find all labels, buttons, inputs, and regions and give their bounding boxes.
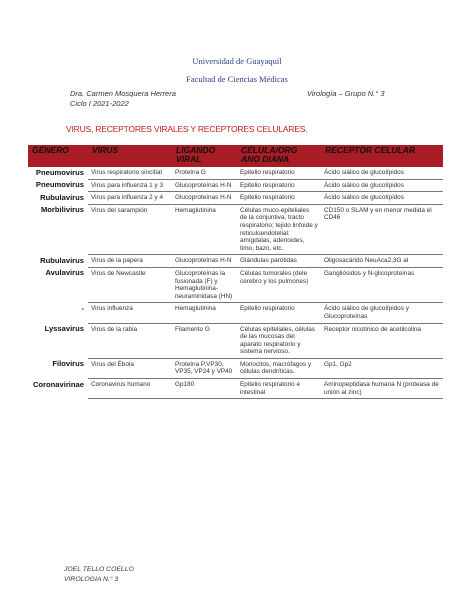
cell-genus: - bbox=[81, 303, 84, 313]
cell-receptor: Aminopeptidasa humana N (proteasa de unión al zinc) bbox=[321, 379, 443, 399]
header-virus: VIRUS bbox=[92, 145, 118, 155]
doctor-name: Dra. Carmen Mosquera Herrera bbox=[70, 89, 176, 98]
cell-virus: Virus de la papera bbox=[88, 255, 172, 268]
cell-target: Epitelio respiratorio bbox=[237, 192, 321, 205]
cell-ligand: Glucoproteínas H-N bbox=[172, 255, 237, 268]
cell-ligand: Glucoproteínas H-N bbox=[172, 179, 237, 192]
cell-genus: Rubulavirus bbox=[40, 192, 84, 202]
cell-receptor: Ácido siálico de glucolípidos bbox=[321, 192, 443, 205]
cell-ligand: Hemaglutinina bbox=[172, 204, 237, 255]
cell-ligand: Gp180 bbox=[172, 379, 237, 399]
cell-receptor: Receptor nicotínico de acetilcolina bbox=[321, 323, 443, 358]
cell-receptor: Ácido siálico de glucolípidos y Glucoproteínas bbox=[321, 303, 443, 323]
cell-genus: Coronavirinae bbox=[32, 379, 84, 389]
faculty-name: Facultad de Ciencias Médicas bbox=[186, 74, 288, 84]
cell-genus: Avulavirus bbox=[45, 268, 84, 278]
cell-target: Monocitos, macrófagos y células dendríticas. bbox=[237, 358, 321, 378]
header-genus: GÉNERO bbox=[32, 145, 69, 155]
header-ligand: LIGANDO VIRAL bbox=[176, 145, 216, 164]
cell-ligand: Glucoproteínas H-N bbox=[172, 192, 237, 205]
cell-receptor: Oligosacárido NeuAca2,3G al bbox=[321, 255, 443, 268]
cell-receptor: Gp1, Gp2 bbox=[321, 358, 443, 378]
cell-virus: Virus del Ébola bbox=[88, 358, 172, 378]
document-title: VIRUS, RECEPTORES VIRALES Y RECEPTORES CELULARES. bbox=[66, 124, 308, 134]
course-label: VIROLOGIA N.° 3 bbox=[64, 576, 119, 583]
table-header-row bbox=[28, 145, 443, 167]
cell-target: Epitelio respiratorio e intestinal bbox=[237, 379, 321, 399]
cell-virus: Virus de Newcastle bbox=[88, 267, 172, 302]
table-row bbox=[28, 323, 443, 358]
group-label: Virología – Grupo N.° 3 bbox=[307, 89, 385, 98]
cell-target: Células tumorales (dele cerebro y los pulmones) bbox=[237, 267, 321, 302]
header-target: CÉLULA/ORG ANO DIANA bbox=[241, 145, 298, 164]
cell-receptor: Gangliósidos y N-glicoproteínas bbox=[321, 267, 443, 302]
cell-genus: Pneumovirus bbox=[35, 180, 84, 190]
cell-virus: Virus de la rabia bbox=[88, 323, 172, 358]
cell-genus: Filovirus bbox=[52, 359, 84, 369]
table-row bbox=[28, 204, 443, 255]
cell-target: Células muco-epiteliales de la conjuntiva, tracto respiratorio; tejido linfoide y reticuloendotelial: amígdalas, adenoides, timo, bazo, etc. bbox=[237, 204, 321, 255]
table-row bbox=[28, 358, 443, 378]
cell-virus: Virus influenza bbox=[88, 303, 172, 323]
cell-receptor: Ácido siálico de glucolípidos bbox=[321, 167, 443, 179]
virus-receptor-table bbox=[28, 145, 443, 399]
table-row bbox=[28, 379, 443, 399]
table-row bbox=[28, 303, 443, 323]
cell-virus: Virus para influenza 1 y 3 bbox=[88, 179, 172, 192]
author-name: JOEL TELLO COELLO bbox=[64, 566, 134, 573]
cell-genus: Morbilivirus bbox=[40, 205, 84, 215]
cell-virus: Coronavirus humano bbox=[88, 379, 172, 399]
cycle-label: Ciclo I 2021-2022 bbox=[70, 99, 129, 108]
cell-ligand: Proteína P,VP30, VP35, VP24 y VP40 bbox=[172, 358, 237, 378]
cell-virus: Virus del sarampión bbox=[88, 204, 172, 255]
university-name: Universidad de Guayaquil bbox=[192, 56, 282, 66]
cell-genus: Pneumovirus bbox=[35, 168, 84, 177]
table-row bbox=[28, 267, 443, 302]
cell-genus: Rubulavirus bbox=[40, 255, 84, 265]
cell-virus: Virus para influenza 2 y 4 bbox=[88, 192, 172, 205]
cell-target: Epitelio respiratorio bbox=[237, 167, 321, 179]
cell-receptor: Ácido siálico de glucolípidos bbox=[321, 179, 443, 192]
cell-virus: Virus respiratorio sincitial bbox=[88, 167, 172, 179]
cell-target: Epitelio respiratorio bbox=[237, 179, 321, 192]
table-row bbox=[28, 192, 443, 205]
cell-ligand: Filamento G bbox=[172, 323, 237, 358]
cell-ligand: Glucoproteínas la fusionada (F) y Hemaglutinina-neuraminidasa (HN) bbox=[172, 267, 237, 302]
cell-target: Epitelio respiratorio bbox=[237, 303, 321, 323]
table-row bbox=[28, 255, 443, 268]
cell-target: Células epiteliales, células de las mucosas del aparato respiratorio y sistema nervioso. bbox=[237, 323, 321, 358]
cell-genus: Lyssavirus bbox=[44, 324, 84, 333]
table-row bbox=[28, 167, 443, 179]
cell-ligand: Hemaglutinina bbox=[172, 303, 237, 323]
header-receptor: RECEPTOR CELULAR bbox=[325, 145, 416, 155]
cell-target: Glándulas parótidas bbox=[237, 255, 321, 268]
cell-receptor: CD150 o SLAM y en menor medida el CD46 bbox=[321, 204, 443, 255]
table-row bbox=[28, 179, 443, 192]
cell-ligand: Proteína G bbox=[172, 167, 237, 179]
